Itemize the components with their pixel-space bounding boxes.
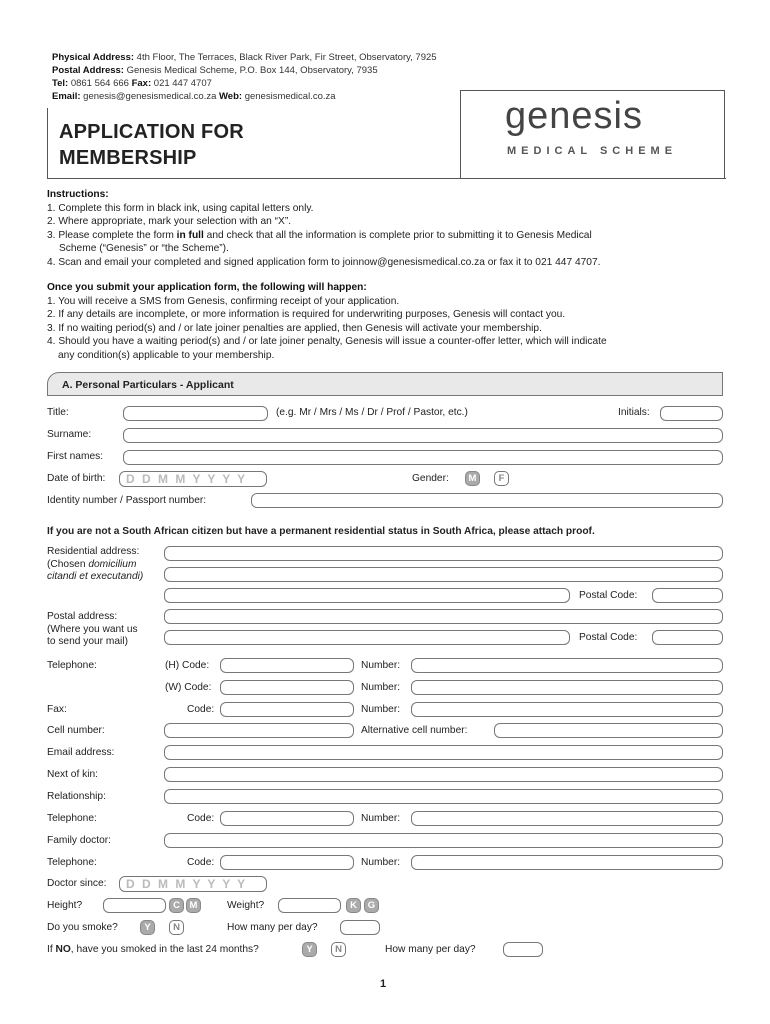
- residential-postal-code-field[interactable]: [652, 588, 723, 603]
- residential-line-2[interactable]: [164, 567, 723, 582]
- smoked-per-day-field[interactable]: [503, 942, 543, 957]
- fax-code-label: Code:: [187, 704, 215, 715]
- surname-label: Surname:: [47, 429, 92, 440]
- initials-label: Initials:: [618, 407, 650, 418]
- residential-label: Residential address: (Chosen domicilium citandi et executandi): [47, 546, 144, 582]
- logo-tagline: MEDICAL SCHEME: [507, 145, 678, 157]
- contact-email-web: Email: genesis@genesismedical.co.za Web: genesismedical.co.za: [52, 91, 336, 102]
- title-hint: (e.g. Mr / Mrs / Ms / Dr / Prof / Pastor, etc.): [276, 407, 468, 418]
- smoke-label: Do you smoke?: [47, 922, 118, 933]
- id-label: Identity number / Passport number:: [47, 495, 207, 506]
- per-day-field[interactable]: [340, 920, 380, 935]
- non-citizen-note: If you are not a South African citizen but have a permanent residential status in South Africa, please attach proof.: [47, 526, 595, 537]
- fax-code-field[interactable]: [220, 702, 354, 717]
- doctor-telephone-label: Telephone:: [47, 857, 97, 868]
- page-title: APPLICATION FOR MEMBERSHIP: [59, 121, 244, 169]
- residential-postal-code-label: Postal Code:: [579, 590, 638, 601]
- title-label: Title:: [47, 407, 69, 418]
- height-m-checkbox[interactable]: M: [186, 898, 201, 913]
- height-field[interactable]: [103, 898, 166, 913]
- home-code-label: (H) Code:: [165, 660, 210, 671]
- id-field[interactable]: [251, 493, 723, 508]
- family-doctor-label: Family doctor:: [47, 835, 111, 846]
- postal-line-2[interactable]: [164, 630, 570, 645]
- work-code-label: (W) Code:: [165, 682, 212, 693]
- telephone-label: Telephone:: [47, 660, 97, 671]
- alt-cell-label: Alternative cell number:: [361, 725, 468, 736]
- smoked-24-months-label: If NO, have you smoked in the last 24 months?: [47, 944, 259, 955]
- work-code-field[interactable]: [220, 680, 354, 695]
- first-names-field[interactable]: [123, 450, 723, 465]
- postal-line-1[interactable]: [164, 609, 723, 624]
- next-of-kin-label: Next of kin:: [47, 769, 98, 780]
- relationship-label: Relationship:: [47, 791, 106, 802]
- doctor-number-label: Number:: [361, 857, 401, 868]
- surname-field[interactable]: [123, 428, 723, 443]
- postal-code-field[interactable]: [652, 630, 723, 645]
- kin-telephone-label: Telephone:: [47, 813, 97, 824]
- dob-label: Date of birth:: [47, 473, 106, 484]
- doctor-code-label: Code:: [187, 857, 215, 868]
- smoked-24-no-checkbox[interactable]: N: [331, 942, 346, 957]
- postal-label: Postal address: (Where you want us to send your mail): [47, 611, 138, 647]
- work-number-field[interactable]: [411, 680, 723, 695]
- height-cm-checkbox[interactable]: C: [169, 898, 184, 913]
- doctor-code-field[interactable]: [220, 855, 354, 870]
- smoke-no-checkbox[interactable]: N: [169, 920, 184, 935]
- initials-field[interactable]: [660, 406, 723, 421]
- email-field[interactable]: [164, 745, 723, 760]
- home-code-field[interactable]: [220, 658, 354, 673]
- doctor-since-field[interactable]: D D M M Y Y Y Y: [119, 876, 267, 892]
- kin-number-field[interactable]: [411, 811, 723, 826]
- weight-kg-k-checkbox[interactable]: K: [346, 898, 361, 913]
- family-doctor-field[interactable]: [164, 833, 723, 848]
- smoke-yes-checkbox[interactable]: Y: [140, 920, 155, 935]
- home-number-label: Number:: [361, 660, 401, 671]
- dob-field[interactable]: D D M M Y Y Y Y: [119, 471, 267, 487]
- fax-number-field[interactable]: [411, 702, 723, 717]
- gender-f-checkbox[interactable]: F: [494, 471, 509, 486]
- page-number: 1: [380, 978, 387, 990]
- postal-address: Postal Address: Genesis Medical Scheme, P.O. Box 144, Observatory, 7935: [52, 65, 378, 76]
- per-day-label: How many per day?: [227, 922, 318, 933]
- doctor-since-label: Doctor since:: [47, 878, 107, 889]
- section-a-title: A. Personal Particulars - Applicant: [62, 379, 234, 391]
- next-of-kin-field[interactable]: [164, 767, 723, 782]
- fax-label: Fax:: [47, 704, 67, 715]
- cell-label: Cell number:: [47, 725, 105, 736]
- kin-code-field[interactable]: [220, 811, 354, 826]
- fax-number-label: Number:: [361, 704, 401, 715]
- title-field[interactable]: [123, 406, 268, 421]
- smoked-24-yes-checkbox[interactable]: Y: [302, 942, 317, 957]
- instructions: Instructions: 1. Complete this form in black ink, using capital letters only. 2. Where appropriate, mark your selection with an “X”. 3. Please complete the form in full and check that all the information is complete prior to submitting it to Genesis Medical Scheme (“Genesis” or “the Scheme”). 4. Scan and email your completed and signed application form to joinnow@genesismedical.co.za or fax it to 021 447 4707.: [47, 189, 601, 268]
- doctor-number-field[interactable]: [411, 855, 723, 870]
- genesis-logo: genesis: [505, 95, 643, 137]
- residential-line-1[interactable]: [164, 546, 723, 561]
- kin-number-label: Number:: [361, 813, 401, 824]
- contact-tel-fax: Tel: 0861 564 666 Fax: 021 447 4707: [52, 78, 212, 89]
- kin-code-label: Code:: [187, 813, 215, 824]
- height-label: Height?: [47, 900, 83, 911]
- weight-label: Weight?: [227, 900, 265, 911]
- weight-kg-g-checkbox[interactable]: G: [364, 898, 379, 913]
- submission-steps: Once you submit your application form, the following will happen: 1. You will receive a SMS from Genesis, confirming receipt of your application. 2. If any details are incomplete, or more information is required for underwriting purposes, Genesis will contact you. 3. If no waiting period(s) and / or late joiner penalties are applied, then Genesis will activate your membership. 4. Should you have a waiting period(s) and / or late joiner penalty, Genesis will issue a counter-offer letter, which will indicate any condition(s) applicable to your membership.: [47, 282, 607, 361]
- work-number-label: Number:: [361, 682, 401, 693]
- weight-field[interactable]: [278, 898, 341, 913]
- postal-code-label: Postal Code:: [579, 632, 638, 643]
- gender-m-checkbox[interactable]: M: [465, 471, 480, 486]
- smoked-per-day-label: How many per day?: [385, 944, 476, 955]
- email-label: Email address:: [47, 747, 115, 758]
- first-names-label: First names:: [47, 451, 104, 462]
- residential-line-3[interactable]: [164, 588, 570, 603]
- relationship-field[interactable]: [164, 789, 723, 804]
- cell-field[interactable]: [164, 723, 354, 738]
- gender-label: Gender:: [412, 473, 449, 484]
- alt-cell-field[interactable]: [494, 723, 723, 738]
- home-number-field[interactable]: [411, 658, 723, 673]
- physical-address: Physical Address: 4th Floor, The Terraces, Black River Park, Fir Street, Observatory, 7925: [52, 52, 437, 63]
